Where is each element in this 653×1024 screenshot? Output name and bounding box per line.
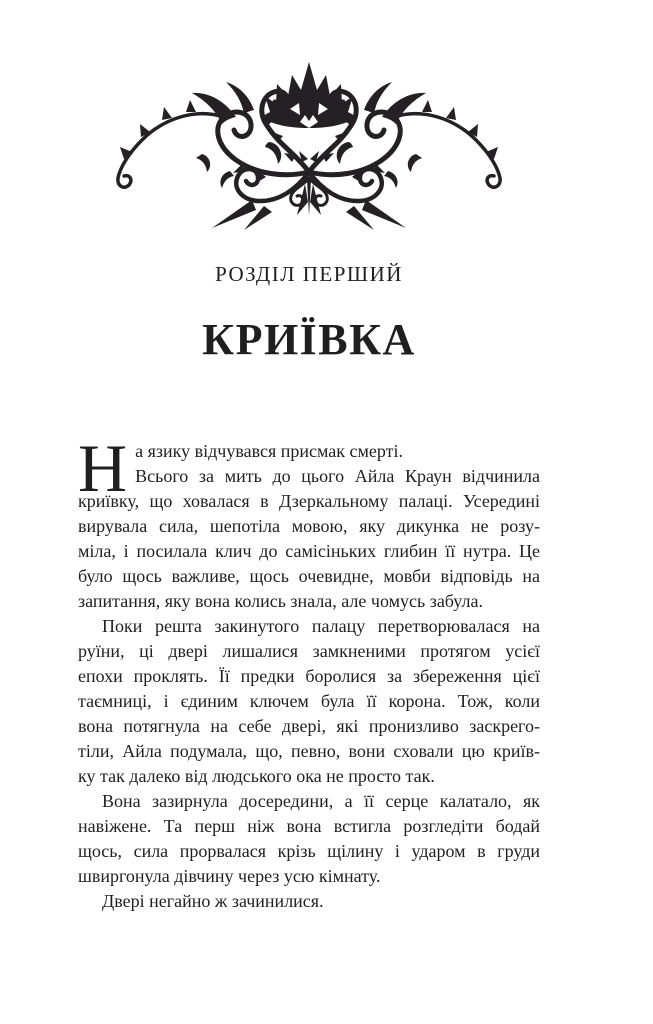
text-line: Двері негайно ж зачинилися. [102,891,324,911]
text-line: щось, сила прорвалася крізь щілину і ударом в груди [78,841,540,861]
paragraph [78,464,540,614]
paragraph [78,889,540,914]
text-line: ку так далеко від людського ока не просто так. [78,766,435,786]
drop-cap: Н [78,430,128,506]
text-line: а язику відчувався присмак смерті. [135,441,403,461]
ornament-svg [84,60,534,230]
text-line: міла, і посилала клич до самісіньких глибин її нутра. Це [78,541,540,561]
paragraph [78,614,540,789]
text-line: епохи проклять. Її предки боролися за збереження цієї [78,666,540,686]
text-line: Вона зазирнула досередини, а її серце калатало, як [102,791,540,811]
text-line: таємниці, і єдиним ключем була її корона. Тож, коли [78,691,540,711]
crown-thorn-flourish-ornament [84,60,534,235]
paragraph [78,789,540,889]
chapter-title: КРИЇВКА [202,315,416,364]
text-line: Всього за мить до цього Айла Краун відчинила [135,466,540,486]
text-line: швиргонула дівчину через усю кімнату. [78,866,381,886]
body-text [78,430,540,914]
text-line: було щось важливе, щось очевидне, мовби відповідь на [78,566,540,586]
text-line: тіли, Айла подумала, що, певно, вони сховали цю криїв- [78,741,540,761]
crown-icon [261,62,357,128]
text-line: навіжене. Та перш ніж вона встигла розгледіти бодай [78,816,540,836]
text-line: запитання, яку вона колись знала, але чомусь забула. [78,591,483,611]
text-line: руїни, ці двері лишалися замкненими протягом усієї [78,641,540,661]
text-line: вирувала сила, шепотіла мовою, яку дикунка не розу- [78,516,540,536]
chapter-kicker: РОЗДІЛ ПЕРШИЙ [215,262,403,286]
text-line: Поки решта закинутого палацу перетворювалася на [102,616,540,636]
text-line: вона потягнула на себе двері, які пронизливо заскрего- [78,716,540,736]
text-line: криївку, що ховалася в Дзеркальному палаці. Усередині [78,491,540,511]
